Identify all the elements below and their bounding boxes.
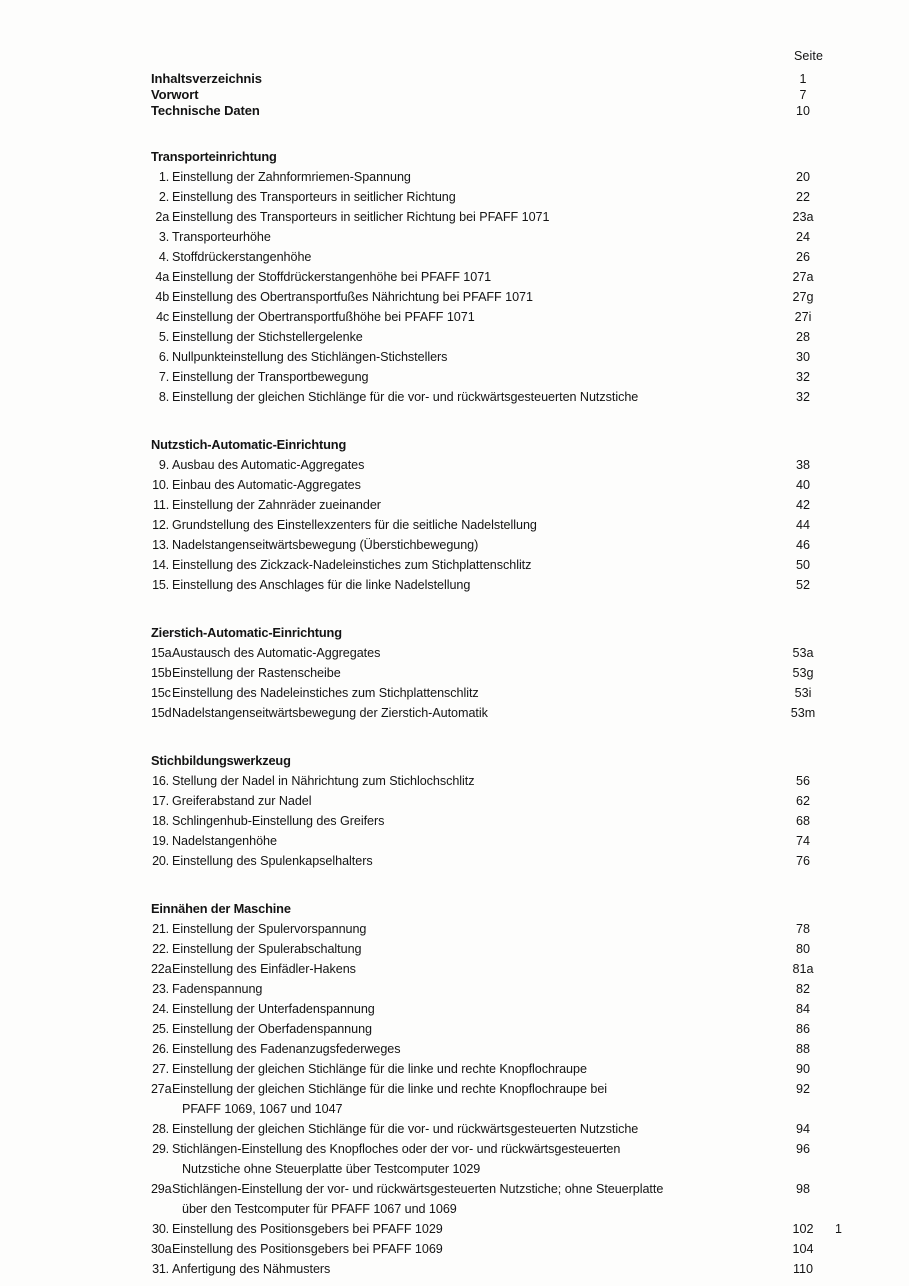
- toc-entry-title: Stellung der Nadel in Nährichtung zum Stichlochschlitz: [172, 774, 475, 788]
- toc-entry-page-number: 44: [795, 518, 810, 532]
- toc-entry[interactable]: [151, 939, 851, 959]
- toc-entry-page-number: 22: [795, 190, 810, 204]
- toc-entry-title: Einstellung des Anschlages für die linke Nadelstellung: [172, 578, 471, 592]
- toc-entry-title: Einstellung der gleichen Stichlänge für die vor- und rückwärtsgesteuerten Nutzstiche: [172, 1122, 639, 1136]
- front-matter-title: Inhaltsverzeichnis: [151, 71, 262, 86]
- toc-entry-number: 29a: [151, 1182, 172, 1196]
- toc-entry-title: Einstellung der gleichen Stichlänge für die linke und rechte Knopflochraupe bei: [172, 1082, 608, 1096]
- toc-entry-number: 4b: [155, 290, 169, 304]
- toc-entry-title: Einstellung der Spulervorspannung: [172, 922, 367, 936]
- toc-entry-number: 25.: [152, 1022, 169, 1036]
- toc-entry-title: Einstellung der gleichen Stichlänge für die linke und rechte Knopflochraupe: [172, 1062, 587, 1076]
- toc-entry-title: Einstellung des Obertransportfußes Nährichtung bei PFAFF 1071: [172, 290, 533, 304]
- toc-entry[interactable]: [151, 1019, 851, 1039]
- toc-entry-number: 20.: [152, 854, 169, 868]
- front-matter-list: [151, 71, 851, 119]
- toc-entry-number: 26.: [152, 1042, 169, 1056]
- toc-entry-page-number: 62: [795, 794, 810, 808]
- toc-entry[interactable]: [151, 207, 851, 227]
- toc-entry-number: 6.: [158, 350, 169, 364]
- toc-entry-page-number: 88: [795, 1042, 810, 1056]
- toc-entry-page-number: 81a: [792, 962, 814, 976]
- toc-entry-title: Einstellung der Rastenscheibe: [172, 666, 341, 680]
- toc-entry[interactable]: [151, 1039, 851, 1059]
- toc-entry-number: 4.: [158, 250, 169, 264]
- toc-entry-title: Stoffdrückerstangenhöhe: [172, 250, 312, 264]
- toc-entry-page-number: 76: [795, 854, 810, 868]
- toc-entry[interactable]: [151, 455, 851, 475]
- toc-entry-number: 18.: [152, 814, 169, 828]
- toc-entry-page-number: 56: [795, 774, 810, 788]
- toc-entry-number: 2a: [155, 210, 169, 224]
- toc-entry-page-number: 27a: [792, 270, 814, 284]
- toc-entry[interactable]: [151, 495, 851, 515]
- toc-entry-page-number: 90: [795, 1062, 810, 1076]
- toc-entry-page-number: 68: [795, 814, 810, 828]
- toc-entry-page-number: 20: [795, 170, 810, 184]
- toc-entry[interactable]: [151, 919, 851, 939]
- toc-entry-number: 27a: [151, 1082, 172, 1096]
- section-heading: Nutzstich-Automatic-Einrichtung: [151, 437, 347, 452]
- section-heading: Einnähen der Maschine: [151, 901, 291, 916]
- toc-entry-title: Grundstellung des Einstellexzenters für die seitliche Nadelstellung: [172, 518, 537, 532]
- toc-entry-title: Anfertigung des Nähmusters: [172, 1262, 331, 1276]
- toc-entry-page-number: 52: [795, 578, 810, 592]
- toc-entry-page-number: 86: [795, 1022, 810, 1036]
- toc-entry-number: 13.: [152, 538, 169, 552]
- toc-section: [151, 149, 851, 407]
- toc-entry-title: Stichlängen-Einstellung des Knopfloches oder der vor- und rückwärtsgesteuerten: [172, 1142, 621, 1156]
- toc-entry-number: 16.: [152, 774, 169, 788]
- toc-entry[interactable]: [151, 267, 851, 287]
- sections-list: [151, 149, 851, 1279]
- toc-entry-title: Einstellung der gleichen Stichlänge für die vor- und rückwärtsgesteuerten Nutzstiche: [172, 390, 639, 404]
- toc-entry-page-number: 80: [795, 942, 810, 956]
- toc-entry-number: 15.: [152, 578, 169, 592]
- toc-entry-title: Einstellung des Einfädler-Hakens: [172, 962, 356, 976]
- toc-entry[interactable]: [151, 307, 851, 327]
- toc-entry-title: Stichlängen-Einstellung der vor- und rückwärtsgesteuerten Nutzstiche; ohne Steuerplatte: [172, 1182, 664, 1196]
- toc-entry[interactable]: [151, 1179, 851, 1219]
- toc-entry[interactable]: [151, 1239, 851, 1259]
- toc-entry-number: 27.: [152, 1062, 169, 1076]
- toc-entry-number: 14.: [152, 558, 169, 572]
- toc-entry-title-continuation: über den Testcomputer für PFAFF 1067 und 1069: [182, 1202, 457, 1216]
- toc-entry-page-number: 78: [795, 922, 810, 936]
- toc-entry-title: Einstellung der Oberfadenspannung: [172, 1022, 372, 1036]
- toc-entry[interactable]: [151, 1079, 851, 1119]
- toc-entry-title: Einstellung des Positionsgebers bei PFAFF 1029: [172, 1222, 443, 1236]
- toc-entry-title: Einstellung der Transportbewegung: [172, 370, 369, 384]
- toc-entry-title: Einstellung des Fadenanzugsfederweges: [172, 1042, 401, 1056]
- toc-section: [151, 625, 851, 723]
- front-matter-row: [151, 87, 851, 103]
- toc-entry-page-number: 32: [795, 390, 810, 404]
- toc-entry[interactable]: [151, 683, 851, 703]
- toc-entry-number: 31.: [152, 1262, 169, 1276]
- front-matter-page-number: 10: [796, 104, 810, 118]
- toc-entry-number: 30a: [151, 1242, 172, 1256]
- toc-entry-page-number: 104: [792, 1242, 814, 1256]
- toc-entry-number: 22.: [152, 942, 169, 956]
- toc-entry-number: 8.: [158, 390, 169, 404]
- toc-entry[interactable]: [151, 811, 851, 831]
- toc-entry[interactable]: [151, 1119, 851, 1139]
- toc-entry-number: 21.: [152, 922, 169, 936]
- toc-entry[interactable]: [151, 831, 851, 851]
- toc-entry[interactable]: [151, 475, 851, 495]
- toc-entry-title: Einstellung der Zahnformriemen-Spannung: [172, 170, 411, 184]
- toc-entry-number: 4a: [155, 270, 169, 284]
- toc-entry-title: Nullpunkteinstellung des Stichlängen-Stichstellers: [172, 350, 448, 364]
- table-of-contents: [151, 49, 851, 1279]
- toc-entry-title: Einstellung des Nadeleinstiches zum Stichplattenschlitz: [172, 686, 479, 700]
- toc-entry-title: Nadelstangenhöhe: [172, 834, 277, 848]
- toc-entry[interactable]: [151, 347, 851, 367]
- toc-entry[interactable]: [151, 999, 851, 1019]
- toc-entry[interactable]: [151, 327, 851, 347]
- toc-entry-title-continuation: Nutzstiche ohne Steuerplatte über Testcomputer 1029: [182, 1162, 481, 1176]
- footer-page-number: 1: [835, 1222, 842, 1236]
- toc-entry-title: Schlingenhub-Einstellung des Greifers: [172, 814, 385, 828]
- toc-entry[interactable]: [151, 1259, 851, 1279]
- toc-entry-number: 1.: [158, 170, 169, 184]
- toc-entry-title: Einstellung der Spulerabschaltung: [172, 942, 362, 956]
- front-matter-row: [151, 71, 851, 87]
- front-matter-title: Technische Daten: [151, 103, 260, 118]
- toc-entry-title: Transporteurhöhe: [172, 230, 271, 244]
- toc-entry-page-number: 28: [795, 330, 810, 344]
- toc-entry-title-continuation: PFAFF 1069, 1067 und 1047: [182, 1102, 343, 1116]
- toc-entry-number: 30.: [152, 1222, 169, 1236]
- toc-entry-title: Austausch des Automatic-Aggregates: [172, 646, 381, 660]
- toc-entry-number: 17.: [152, 794, 169, 808]
- toc-entry[interactable]: [151, 791, 851, 811]
- toc-entry-number: 29.: [152, 1142, 169, 1156]
- toc-entry-number: 19.: [152, 834, 169, 848]
- toc-entry-title: Einstellung der Zahnräder zueinander: [172, 498, 381, 512]
- section-heading: Zierstich-Automatic-Einrichtung: [151, 625, 342, 640]
- front-matter-page-number: 1: [799, 72, 807, 86]
- toc-entry-number: 12.: [152, 518, 169, 532]
- toc-entry-page-number: 74: [795, 834, 810, 848]
- toc-entry-title: Fadenspannung: [172, 982, 263, 996]
- toc-entry-page-number: 40: [795, 478, 810, 492]
- front-matter-page-number: 7: [799, 88, 807, 102]
- toc-entry-title: Einstellung der Stoffdrückerstangenhöhe bei PFAFF 1071: [172, 270, 492, 284]
- toc-entry-number: 15a: [151, 646, 172, 660]
- toc-entry[interactable]: [151, 287, 851, 307]
- toc-section: [151, 753, 851, 871]
- toc-entry-title: Einstellung des Zickzack-Nadeleinstiches zum Stichplattenschlitz: [172, 558, 532, 572]
- toc-entry-page-number: 42: [795, 498, 810, 512]
- toc-entry-page-number: 23a: [792, 210, 814, 224]
- toc-entry[interactable]: [151, 1139, 851, 1179]
- toc-entry-number: 9.: [158, 458, 169, 472]
- toc-entry[interactable]: [151, 515, 851, 535]
- toc-entry-number: 15c: [151, 686, 171, 700]
- toc-entry-page-number: 96: [795, 1142, 810, 1156]
- toc-entry-page-number: 84: [795, 1002, 810, 1016]
- toc-entry-page-number: 26: [795, 250, 810, 264]
- toc-entry-number: 4c: [156, 310, 169, 324]
- toc-entry[interactable]: [151, 771, 851, 791]
- toc-entry-title: Einstellung des Spulenkapselhalters: [172, 854, 373, 868]
- front-matter-row: [151, 103, 851, 119]
- toc-entry[interactable]: [151, 535, 851, 555]
- toc-entry-page-number: 24: [795, 230, 810, 244]
- section-heading: Stichbildungswerkzeug: [151, 753, 291, 768]
- toc-entry-title: Nadelstangenseitwärtsbewegung der Zierstich-Automatik: [172, 706, 488, 720]
- toc-entry[interactable]: [151, 979, 851, 999]
- toc-entry-page-number: 53i: [794, 686, 812, 700]
- toc-entry-page-number: 92: [795, 1082, 810, 1096]
- toc-entry[interactable]: [151, 575, 851, 595]
- toc-entry-number: 15d: [151, 706, 172, 720]
- toc-entry-number: 22a: [151, 962, 172, 976]
- toc-entry-page-number: 53g: [792, 666, 814, 680]
- toc-entry-page-number: 27g: [792, 290, 814, 304]
- toc-entry-number: 15b: [151, 666, 172, 680]
- toc-entry-title: Einstellung der Unterfadenspannung: [172, 1002, 375, 1016]
- toc-entry-number: 28.: [152, 1122, 169, 1136]
- toc-entry[interactable]: [151, 1219, 851, 1239]
- toc-entry-page-number: 38: [795, 458, 810, 472]
- toc-entry[interactable]: [151, 663, 851, 683]
- toc-entry-title: Einstellung der Stichstellergelenke: [172, 330, 363, 344]
- page-column-header: Seite: [794, 49, 823, 63]
- toc-entry-page-number: 53a: [792, 646, 814, 660]
- toc-entry-title: Ausbau des Automatic-Aggregates: [172, 458, 365, 472]
- toc-entry-number: 23.: [152, 982, 169, 996]
- toc-entry-page-number: 110: [792, 1262, 814, 1276]
- toc-entry-title: Einstellung des Transporteurs in seitlicher Richtung: [172, 190, 456, 204]
- toc-entry-number: 24.: [152, 1002, 169, 1016]
- toc-entry[interactable]: [151, 959, 851, 979]
- toc-entry[interactable]: [151, 247, 851, 267]
- toc-entry-title: Einstellung des Positionsgebers bei PFAFF 1069: [172, 1242, 443, 1256]
- toc-entry[interactable]: [151, 167, 851, 187]
- section-heading: Transporteinrichtung: [151, 149, 277, 164]
- toc-entry-title: Einbau des Automatic-Aggregates: [172, 478, 361, 492]
- toc-section: [151, 437, 851, 595]
- toc-entry-title: Nadelstangenseitwärtsbewegung (Überstichbewegung): [172, 538, 479, 552]
- toc-entry[interactable]: [151, 387, 851, 407]
- toc-entry[interactable]: [151, 703, 851, 723]
- toc-entry[interactable]: [151, 643, 851, 663]
- toc-entry-page-number: 94: [795, 1122, 810, 1136]
- toc-entry-number: 2.: [158, 190, 169, 204]
- toc-entry-page-number: 82: [795, 982, 810, 996]
- toc-entry-number: 11.: [153, 498, 169, 512]
- toc-entry-page-number: 98: [795, 1182, 810, 1196]
- toc-entry-title: Greiferabstand zur Nadel: [172, 794, 312, 808]
- toc-entry-number: 10.: [152, 478, 169, 492]
- toc-entry[interactable]: [151, 555, 851, 575]
- toc-entry[interactable]: [151, 367, 851, 387]
- toc-entry-title: Einstellung der Obertransportfußhöhe bei PFAFF 1071: [172, 310, 475, 324]
- toc-entry-number: 7.: [158, 370, 169, 384]
- toc-entry-page-number: 53m: [790, 706, 816, 720]
- front-matter-title: Vorwort: [151, 87, 199, 102]
- toc-entry[interactable]: [151, 1059, 851, 1079]
- toc-entry-number: 5.: [158, 330, 169, 344]
- toc-entry[interactable]: [151, 227, 851, 247]
- toc-entry-page-number: 32: [795, 370, 810, 384]
- toc-entry[interactable]: [151, 851, 851, 871]
- toc-entry[interactable]: [151, 187, 851, 207]
- toc-entry-page-number: 27i: [794, 310, 812, 324]
- toc-entry-page-number: 102: [792, 1222, 814, 1236]
- toc-entry-page-number: 46: [795, 538, 810, 552]
- toc-entry-page-number: 50: [795, 558, 810, 572]
- toc-entry-number: 3.: [158, 230, 169, 244]
- toc-entry-title: Einstellung des Transporteurs in seitlicher Richtung bei PFAFF 1071: [172, 210, 550, 224]
- toc-entry-page-number: 30: [795, 350, 810, 364]
- toc-section: [151, 901, 851, 1279]
